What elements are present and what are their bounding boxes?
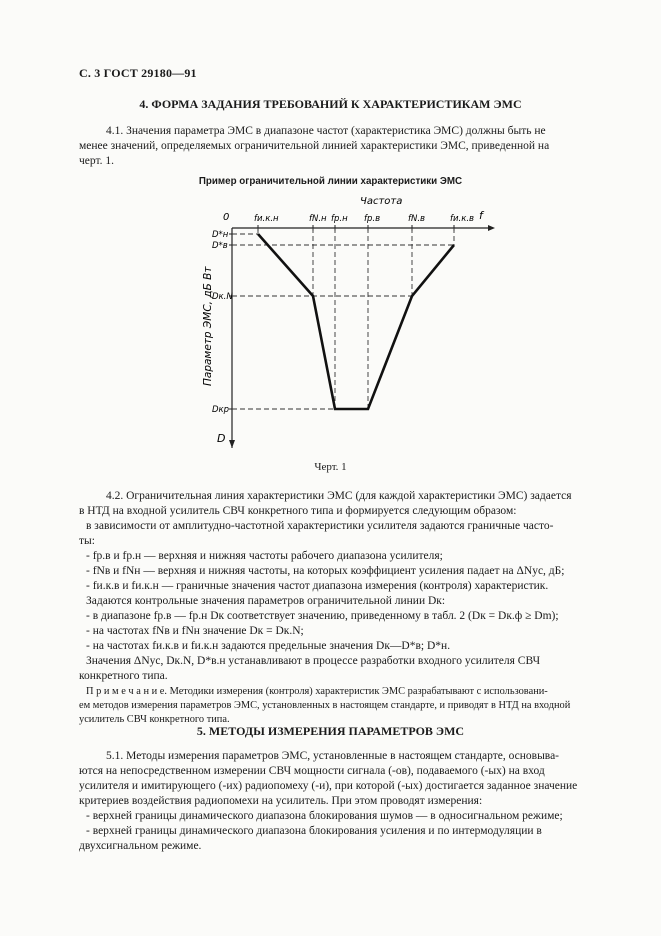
p42-line-6: - fNв и fNн — верхняя и нижняя частоты, на которых коэффициент усиления падает на ΔNус, дБ; bbox=[86, 565, 565, 577]
p51-line-4: критериев воздействия радиопомехи на усилитель. При этом проводят измерения: bbox=[79, 795, 483, 807]
p42-line-12: Значения ΔNус, Dк.N, D*в.н устанавливают в процессе разработки входного усилителя СВЧ bbox=[86, 655, 541, 667]
section-4-title: 4. ФОРМА ЗАДАНИЯ ТРЕБОВАНИЙ К ХАРАКТЕРИСТИКАМ ЭМС bbox=[139, 97, 522, 111]
limit-line-chart bbox=[190, 190, 510, 458]
p41-line-2: менее значений, определяемых ограничительной линией характеристики ЭМС, приведенной на bbox=[79, 140, 550, 152]
paragraph-5-1 bbox=[79, 749, 615, 854]
p42-line-8: Задаются контрольные значения параметров ограничительной линии Dк: bbox=[86, 595, 446, 607]
p42-line-11: - на частотах fи.к.в и fи.к.н задаются предельные значения Dк—D*в; D*н. bbox=[86, 640, 451, 652]
p41-line-3: черт. 1. bbox=[79, 155, 115, 167]
p51-line-7: двухсигнальном режиме. bbox=[79, 840, 202, 852]
note-line-3: усилитель СВЧ конкретного типа. bbox=[79, 714, 230, 725]
note-line-1: П р и м е ч а н и е. Методики измерения (контроля) характеристик ЭМС разрабатывают с использовани- bbox=[86, 686, 548, 697]
limit-line-series bbox=[258, 234, 454, 409]
p51-line-3: усилителя и имитирующего (-их) радиопомеху (-и), при которой (-ых) достигается заданное значение bbox=[79, 780, 578, 792]
figure-caption: Черт. 1 bbox=[314, 461, 347, 473]
x-axis-end-label: f bbox=[479, 209, 483, 222]
p42-line-9: - в диапазоне fр.в — fр.н Dк соответствует значению, приведенному в табл. 2 (Dк = Dк.ф ≥ Dm); bbox=[86, 610, 559, 622]
p42-line-4: ты: bbox=[79, 535, 95, 547]
y-tick-label: Dкр bbox=[212, 405, 230, 415]
y-tick-label: D*н bbox=[212, 230, 229, 240]
p42-line-13: конкретного типа. bbox=[79, 670, 168, 682]
y-tick-label: D*в bbox=[212, 241, 228, 251]
x-tick-label: fи.к.в bbox=[450, 214, 475, 224]
paragraph-4-2 bbox=[79, 489, 615, 684]
p42-line-3: в зависимости от амплитудно-частотной характеристики усилителя задаются граничные часто- bbox=[86, 520, 554, 532]
y-axis-title: Параметр ЭМС, дБ Вт bbox=[202, 266, 214, 386]
note bbox=[79, 685, 615, 727]
y-tick-label: Dк.N bbox=[212, 292, 233, 302]
p42-line-1: 4.2. Ограничительная линия характеристики ЭМС (для каждой характеристики ЭМС) задается bbox=[106, 490, 572, 502]
page-header: С. 3 ГОСТ 29180—91 bbox=[79, 66, 197, 80]
origin-label: 0 bbox=[223, 212, 230, 223]
note-line-2: ем методов измерения параметров ЭМС, установленных в настоящем стандарте, и приводят в НТД на входной bbox=[79, 700, 571, 711]
p42-line-10: - на частотах fNв и fNн значение Dк = Dк.N; bbox=[86, 625, 304, 637]
paragraph-4-1 bbox=[79, 124, 615, 169]
x-tick-label: fN.в bbox=[408, 214, 426, 224]
x-axis-arrow bbox=[488, 225, 495, 231]
x-tick-label: fр.н bbox=[331, 214, 348, 224]
p51-line-1: 5.1. Методы измерения параметров ЭМС, установленные в настоящем стандарте, основыва- bbox=[106, 750, 560, 762]
x-tick-label: fN.н bbox=[309, 214, 327, 224]
p42-line-5: - fр.в и fр.н — верхняя и нижняя частоты рабочего диапазона усилителя; bbox=[86, 550, 443, 562]
p41-line-1: 4.1. Значения параметра ЭМС в диапазоне частот (характеристика ЭМС) должны быть не bbox=[106, 125, 546, 137]
x-axis-title: Частота bbox=[360, 196, 403, 207]
p51-line-6: - верхней границы динамического диапазона блокирования усиления и по интермодуляции в bbox=[86, 825, 542, 837]
x-tick-label: fи.к.н bbox=[254, 214, 279, 224]
p51-line-5: - верхней границы динамического диапазона блокирования шумов — в односигнальном режиме; bbox=[86, 810, 563, 822]
y-axis-end-label: D bbox=[217, 432, 226, 445]
chart-title: Пример ограничительной линии характеристики ЭМС bbox=[198, 176, 463, 187]
y-axis-arrow bbox=[229, 440, 235, 448]
p51-line-2: ются на непосредственном измерении СВЧ мощности сигнала (-ов), подаваемого (-ых) на вход bbox=[79, 765, 545, 777]
section-5-title: 5. МЕТОДЫ ИЗМЕРЕНИЯ ПАРАМЕТРОВ ЭМС bbox=[196, 724, 465, 738]
p42-line-7: - fи.к.в и fи.к.н — граничные значения частот диапазона измерения (контроля) характеристик. bbox=[86, 580, 549, 592]
p42-line-2: в НТД на входной усилитель СВЧ конкретного типа и формируется следующим образом: bbox=[79, 505, 517, 517]
x-tick-label: fр.в bbox=[364, 214, 381, 224]
